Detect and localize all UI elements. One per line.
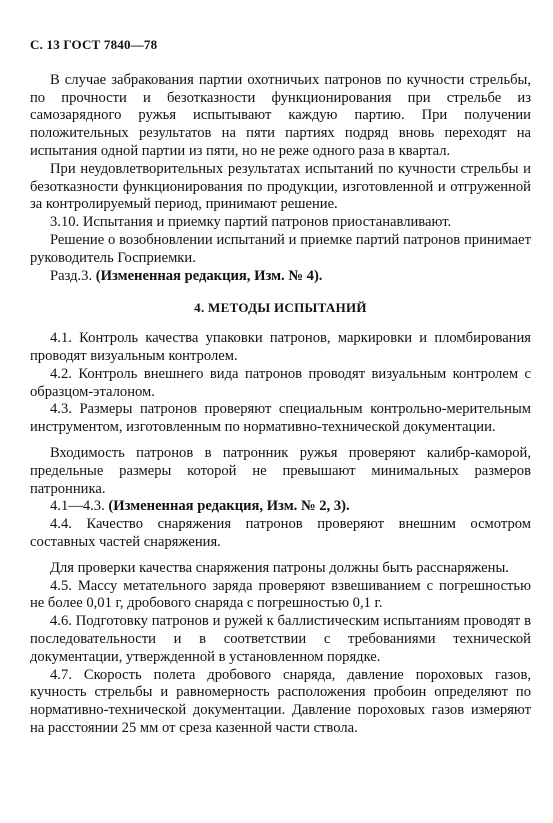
- amendment-prefix: Разд.3.: [50, 267, 96, 284]
- amendment-text: (Измененная редакция, Изм. № 2, 3).: [108, 498, 350, 515]
- paragraph-4-3: 4.3. Размеры патронов проверяют специальным контрольно-мерительным инструментом, изготовленным по нормативно-технической документации.: [30, 401, 531, 436]
- paragraph-4-7: 4.7. Скорость полета дробового снаряда, давление пороховых газов, кучность стрельбы и равномерность расположения пробоин определяют по нормативно-технической документации. Давление пороховых газов измеряют на расстоянии 25 мм от среза казенной части ствола.: [30, 666, 531, 736]
- paragraph-unsatisfactory-results: При неудовлетворительных результатах испытаний по кучности стрельбы и безотказности функционирования по продукции, изготовленной и отгруженной за контролируемый период, принимают решение.: [30, 160, 531, 213]
- paragraph-3-10: 3.10. Испытания и приемку партий патронов приостанавливают.: [50, 214, 452, 231]
- paragraph-4-1: 4.1. Контроль качества упаковки патронов, маркировки и пломбирования проводят визуальным контролем.: [30, 330, 531, 364]
- paragraph-4-4: 4.4. Качество снаряжения патронов проверяют внешним осмотром составных частей снаряжения.: [30, 516, 531, 550]
- paragraph-chamber-fit: Входимость патронов в патронник ружья проверяют калибр-каморой, предельные размеры которой не превышают минимальных размеров патронника.: [30, 444, 531, 497]
- paragraph-rejection-rule: В случае забракования партии охотничьих патронов по кучности стрельбы, по прочности и безотказности функционирования при стрельбе из самозарядного ружья испытывают каждую партию. При получении положительных результатов на пяти партиях подряд вновь переходят на испытания одной партии из пяти, но не реже одного раза в квартал.: [30, 71, 531, 159]
- amendment-prefix: 4.1—4.3.: [50, 498, 109, 515]
- amendment-text: (Измененная редакция, Изм. № 4).: [95, 267, 323, 284]
- amendment-note-4-1-4-3: [30, 498, 531, 516]
- amendment-note-section-3: [30, 268, 531, 286]
- paragraph-4-2: 4.2. Контроль внешнего вида патронов проводят визуальным контролем с образцом-эталоном.: [30, 365, 531, 400]
- paragraph-4-5: 4.5. Массу метательного заряда проверяют взвешиванием с погрешностью не более 0,01 г, дробового снаряда с погрешностью 0,1 г.: [30, 577, 531, 612]
- section-title: 4. МЕТОДЫ ИСПЫТАНИЙ: [194, 300, 367, 316]
- page-header: С. 13 ГОСТ 7840—78: [30, 37, 158, 52]
- paragraph-4-6: 4.6. Подготовку патронов и ружей к баллистическим испытаниям проводят в последовательности и в соответствии с требованиями технической документации, утвержденной в установленном порядке.: [30, 613, 531, 665]
- paragraph-resumption: Решение о возобновлении испытаний и приемке партий патронов принимает руководитель Госприемки.: [30, 231, 531, 266]
- paragraph-disassembly: Для проверки качества снаряжения патроны должны быть расснаряжены.: [50, 559, 509, 576]
